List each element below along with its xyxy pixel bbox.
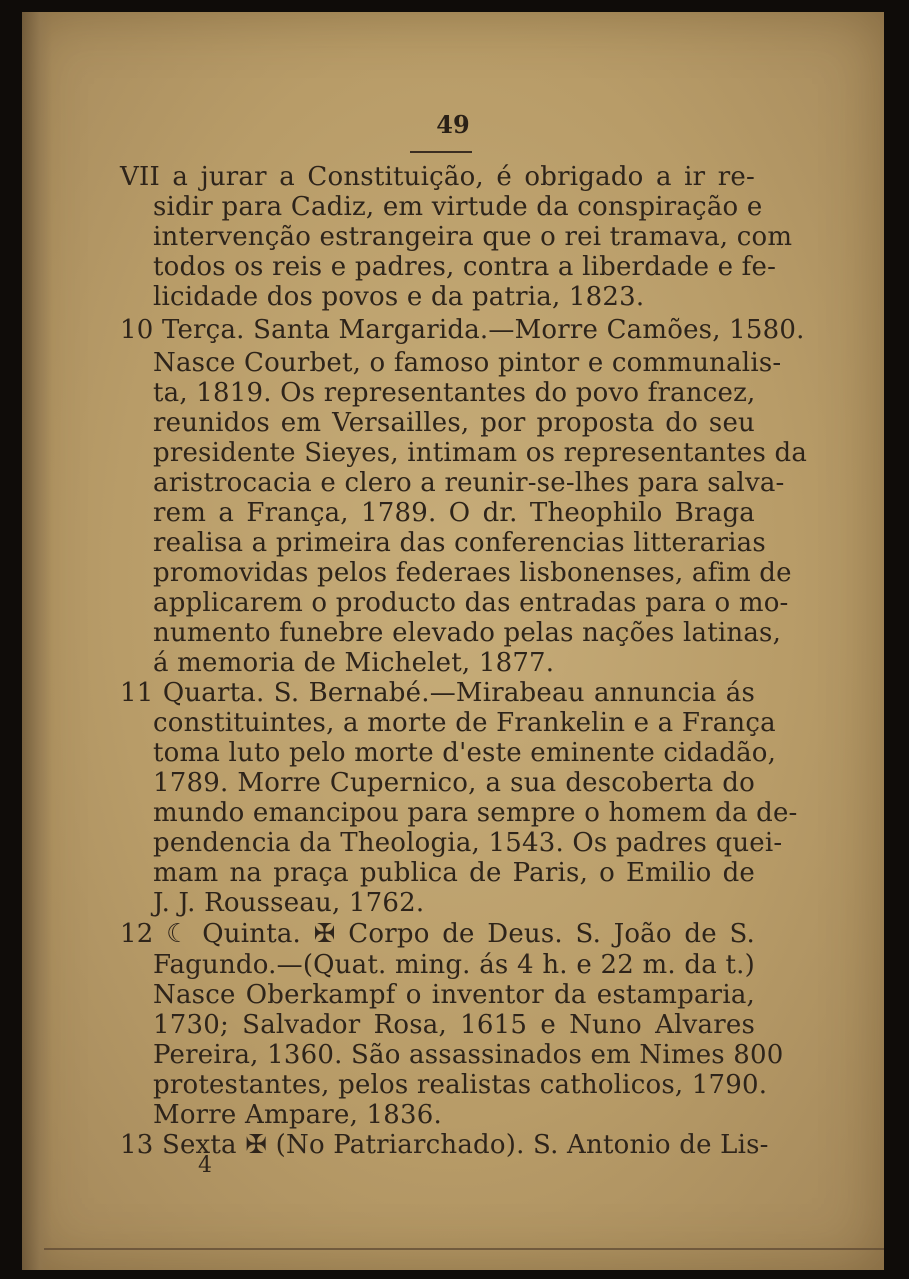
text-line: constituintes, a morte de Frankelin e a França bbox=[153, 708, 776, 738]
text-line: promovidas pelos federaes lisbonenses, afim de bbox=[153, 558, 792, 588]
page-edge-line bbox=[44, 1248, 884, 1250]
text-line: Fagundo.—(Quat. ming. ás 4 h. e 22 m. da t.) bbox=[153, 950, 755, 980]
text-line: realisa a primeira das conferencias litterarias bbox=[153, 528, 766, 558]
text-line: 1730; Salvador Rosa, 1615 e Nuno Alvares bbox=[153, 1010, 755, 1040]
text-line: protestantes, pelos realistas catholicos, 1790. bbox=[153, 1070, 768, 1100]
entry-line-day-13: 13 Sexta ✠ (No Patriarchado). S. Antonio de Lis- bbox=[120, 1130, 769, 1160]
page-number: 49 bbox=[436, 110, 470, 139]
text-line: Pereira, 1360. São assassinados em Nimes 800 bbox=[153, 1040, 784, 1070]
text-line: licidade dos povos e da patria, 1823. bbox=[153, 282, 645, 312]
text-line: 1789. Morre Cupernico, a sua descoberta do bbox=[153, 768, 755, 798]
text-line: Morre Ampare, 1836. bbox=[153, 1100, 442, 1130]
book-page bbox=[22, 12, 884, 1270]
text-line: Nasce Courbet, o famoso pintor e communalis- bbox=[153, 348, 782, 378]
text-line: toma luto pelo morte d'este eminente cidadão, bbox=[153, 738, 777, 768]
text-line: VII a jurar a Constituição, é obrigado a ir re- bbox=[120, 162, 755, 192]
text-line: mam na praça publica de Paris, o Emilio de bbox=[153, 858, 755, 888]
text-line: J. J. Rousseau, 1762. bbox=[153, 888, 425, 918]
text-line: rem a França, 1789. O dr. Theophilo Braga bbox=[153, 498, 755, 528]
printer-signature-mark: 4 bbox=[198, 1153, 212, 1178]
text-line: pendencia da Theologia, 1543. Os padres quei- bbox=[153, 828, 783, 858]
page-gutter-shadow bbox=[22, 12, 52, 1270]
text-line: intervenção estrangeira que o rei tramava, com bbox=[153, 222, 793, 252]
text-line: numento funebre elevado pelas nações latinas, bbox=[153, 618, 782, 648]
text-line: ta, 1819. Os representantes do povo francez, bbox=[153, 378, 756, 408]
header-rule bbox=[410, 151, 472, 153]
text-line: sidir para Cadiz, em virtude da conspiração e bbox=[153, 192, 763, 222]
text-line: á memoria de Michelet, 1877. bbox=[153, 648, 555, 678]
text-line: reunidos em Versailles, por proposta do seu bbox=[153, 408, 755, 438]
text-line: aristrocacia e clero a reunir-se-lhes para salva- bbox=[153, 468, 785, 498]
text-line: mundo emancipou para sempre o homem da de- bbox=[153, 798, 798, 828]
entry-line-day-12: 12 ☾ Quinta. ✠ Corpo de Deus. S. João de S. bbox=[120, 919, 755, 949]
text-line: applicarem o producto das entradas para o mo- bbox=[153, 588, 789, 618]
text-line: Nasce Oberkampf o inventor da estamparia, bbox=[153, 980, 755, 1010]
text-line: presidente Sieyes, intimam os representantes da bbox=[153, 438, 808, 468]
entry-line-day-10: 10 Terça. Santa Margarida.—Morre Camões, 1580. bbox=[120, 315, 805, 345]
text-line: todos os reis e padres, contra a liberdade e fe- bbox=[153, 252, 777, 282]
entry-line-day-11: 11 Quarta. S. Bernabé.—Mirabeau annuncia ás bbox=[120, 678, 755, 708]
